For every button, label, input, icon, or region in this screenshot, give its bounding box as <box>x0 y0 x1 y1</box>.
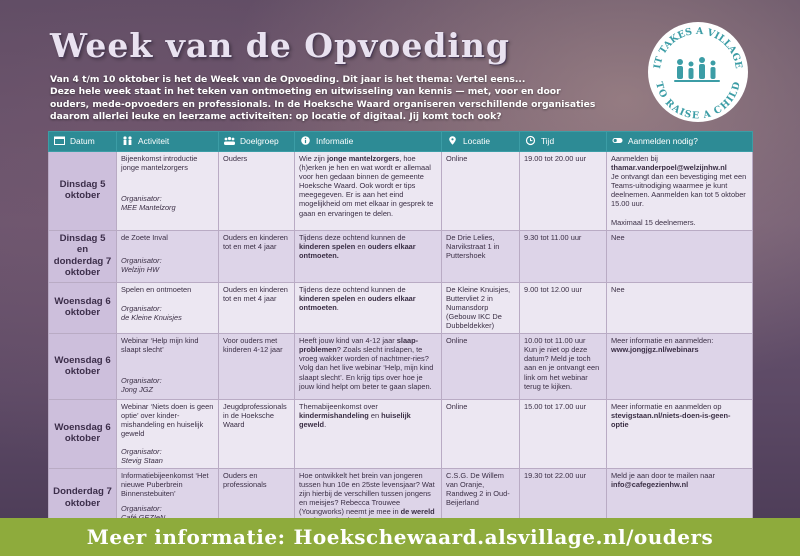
table-row <box>49 282 753 333</box>
location-cell: De Kleine Knuisjes, Buttervliet 2 in Numansdorp (Gebouw IKC De Dubbeldekker) <box>442 282 520 333</box>
activity-cell <box>117 400 219 469</box>
organizer-name: Jong JGZ <box>121 385 154 395</box>
audience-cell: Jeugdprofessionals in de Hoeksche Waard <box>219 400 295 469</box>
audience-cell: Ouders en kinderen tot en met 4 jaar <box>219 230 295 282</box>
date-cell: Woensdag 6 oktober <box>49 334 117 400</box>
organizer-label: Organisator: <box>121 303 162 313</box>
time-cell: 19.30 tot 22.00 uur <box>520 468 607 529</box>
organizer <box>121 194 214 212</box>
activity-title: Bijeenkomst introductie jonge mantelzorgers <box>121 154 198 173</box>
organizer <box>121 304 214 322</box>
date-cell: Dinsdag 5 en donderdag 7 oktober <box>49 230 117 282</box>
date-cell: Woensdag 6 oktober <box>49 282 117 333</box>
signup-cell: Meld je aan door te mailen naar info@cafegezienhw.nl <box>607 468 753 529</box>
table-row <box>49 152 753 231</box>
audience-cell: Ouders <box>219 152 295 231</box>
organizer-label: Organisator: <box>121 376 162 386</box>
location-cell: Online <box>442 334 520 400</box>
time-cell: 9.30 tot 11.00 uur <box>520 230 607 282</box>
footer-text <box>0 518 800 556</box>
activities-table <box>48 131 753 529</box>
signup-email-link[interactable]: thamar.vanderpoel@welzijnhw.nl <box>611 163 727 173</box>
organizer-label: Organisator: <box>121 255 162 265</box>
signup-cell: Meer informatie en aanmelden: www.jongjgz.nl/webinars <box>607 334 753 400</box>
time-cell: 9.00 tot 12.00 uur <box>520 282 607 333</box>
location-cell: Online <box>442 400 520 469</box>
stevig-staan-link[interactable]: stevigstaan.nl/niets-doen-is-geen-optie <box>611 411 731 430</box>
activity-cell <box>117 152 219 231</box>
location-cell: De Drie Lelies, Narvikstraat 1 in Puttershoek <box>442 230 520 282</box>
activity-cell <box>117 282 219 333</box>
location-cell: C.S.G. De Willem van Oranje, Randweg 2 in Oud-Beijerland <box>442 468 520 529</box>
badge-top-text: IT TAKES A VILLAGE <box>652 25 744 70</box>
header-doelgroep: Doelgroep <box>219 132 295 152</box>
organizer <box>121 256 214 274</box>
organizer-name: Stevig Staan <box>121 455 163 465</box>
intro-line: ouders, mede-opvoeders en professionals. In de Hoeksche Waard organiseren verschillende organisaties <box>50 98 596 110</box>
footer-banner <box>0 518 800 556</box>
table-row <box>49 230 753 282</box>
header-informatie: Informatie <box>295 132 442 152</box>
header-datum: Datum <box>49 132 117 152</box>
organizer-name: de Kleine Knuisjes <box>121 312 182 322</box>
header-aanmelden: Aanmelden nodig? <box>607 132 753 152</box>
audience-cell: Ouders en professionals <box>219 468 295 529</box>
signup-email-link[interactable]: info@cafegezienhw.nl <box>611 479 689 489</box>
intro-line: Deze hele week staat in het teken van ontmoeting en uitwisseling van kennis — met, voor en door <box>50 86 561 98</box>
organizer-name: MEE Mantelzorg <box>121 203 176 213</box>
organizer-label: Organisator: <box>121 446 162 456</box>
activity-title: Webinar ‘Help mijn kind slaapt slecht’ <box>121 336 199 355</box>
signup-cell: Nee <box>607 230 753 282</box>
signup-cell: Nee <box>607 282 753 333</box>
time-cell: 15.00 tot 17.00 uur <box>520 400 607 469</box>
people-icon <box>122 136 133 145</box>
header-activiteit: Activiteit <box>117 132 219 152</box>
location-pin-icon <box>447 136 458 145</box>
activity-title: Informatiebijeenkomst ‘Het nieuwe Puberbrein Binnenstebuiten’ <box>121 470 209 498</box>
toggle-icon <box>612 136 623 145</box>
footer-link[interactable]: Hoekschewaard.alsvillage.nl/ouders <box>293 525 714 549</box>
activities-table-container <box>48 131 752 517</box>
date-cell: Dinsdag 5 oktober <box>49 152 117 231</box>
organizer-label: Organisator: <box>121 503 162 513</box>
info-cell: Themabijeenkomst over kindermishandeling en huiselijk geweld. <box>295 400 442 469</box>
activity-title: Webinar ‘Niets doen is geen optie’ over kinder-mishandeling en huiselijk geweld <box>121 402 214 439</box>
intro-line: daarom allerlei leuke en leerzame activiteiten: op locatie of digitaal. Jij komt toch ook? <box>50 110 502 122</box>
activity-title: Spelen en ontmoeten <box>121 284 192 294</box>
activity-title: de Zoete Inval <box>121 232 168 242</box>
info-cell: Tijdens deze ochtend kunnen de kinderen spelen en ouders elkaar ontmoeten. <box>295 282 442 333</box>
table-row <box>49 334 753 400</box>
activity-cell <box>117 230 219 282</box>
signup-cell: Meer informatie en aanmelden op stevigstaan.nl/niets-doen-is-geen-optie <box>607 400 753 469</box>
page-title: Week van de Opvoeding <box>50 26 510 65</box>
audience-cell: Voor ouders met kinderen 4-12 jaar <box>219 334 295 400</box>
header-locatie: Locatie <box>442 132 520 152</box>
audience-cell: Ouders en kinderen tot en met 4 jaar <box>219 282 295 333</box>
activity-cell <box>117 334 219 400</box>
table-header-row <box>49 132 753 152</box>
date-cell: Donderdag 7 oktober <box>49 468 117 529</box>
time-cell: 19.00 tot 20.00 uur <box>520 152 607 231</box>
info-cell: Hoe ontwikkelt het brein van jongeren tussen hun 10e en 25ste levensjaar? Wat zijn hierbij de verschillen tussen jongens en meisjes? Rebecca Trouwee (Youngworks) neemt je mee in de wereld <box>295 468 442 529</box>
organizer-label: Organisator: <box>121 194 162 204</box>
info-icon <box>300 136 311 145</box>
organizer <box>121 376 214 394</box>
organizer-name: Welzijn HW <box>121 264 160 274</box>
info-cell: Heeft jouw kind van 4-12 jaar slaap-problemen? Zoals slecht inslapen, te vroeg wakker worden of nachtmer-ries? Volg dan het live webinar ‘Help, mijn kind slaapt slecht’. En krijg tips over hoe je jouw kind helpt om beter te gaan slapen. <box>295 334 442 400</box>
header-tijd: Tijd <box>520 132 607 152</box>
calendar-icon <box>54 136 65 145</box>
footer-label: Meer informatie: <box>86 525 286 549</box>
badge-circle <box>648 22 748 122</box>
intro-line: Van 4 t/m 10 oktober is het de Week van de Opvoeding. Dit jaar is het thema: Vertel eens... <box>50 74 526 85</box>
group-icon <box>224 136 235 145</box>
location-cell: Online <box>442 152 520 231</box>
webinar-link[interactable]: www.jongjgz.nl/webinars <box>611 345 699 355</box>
date-cell: Woensdag 6 oktober <box>49 400 117 469</box>
badge-bottom-text: TO RAISE A CHILD <box>653 80 743 122</box>
info-cell: Wie zijn jonge mantelzorgers, hoe (h)erken je hen en wat wordt er allemaal voor hen gedaan binnen de gemeente Hoeksche Waard. Ook wordt er tips meegegeven. Er is aan het eind mogelijkheid om met elkaar in gesprek te gaan en ervaringen te delen. <box>295 152 442 231</box>
organizer <box>121 447 214 465</box>
clock-icon <box>525 136 536 145</box>
table-row <box>49 400 753 469</box>
signup-cell: Aanmelden bij thamar.vanderpoel@welzijnhw.nl Je ontvangt dan een bevestiging met een Teams-uitnodiging waarmee je kunt deelnemen. Aanmelden kan tot 5 oktober 15.00 uur. Maximaal 15 deelnemers. <box>607 152 753 231</box>
info-cell: Tijdens deze ochtend kunnen de kinderen spelen en ouders elkaar ontmoeten. <box>295 230 442 282</box>
time-cell: 10.00 tot 11.00 uur Kun je niet op deze datum? Meld je toch aan en je ontvangt een link om het webinar terug te kijken. <box>520 334 607 400</box>
village-logo-badge <box>646 20 750 124</box>
intro-text <box>50 74 610 123</box>
